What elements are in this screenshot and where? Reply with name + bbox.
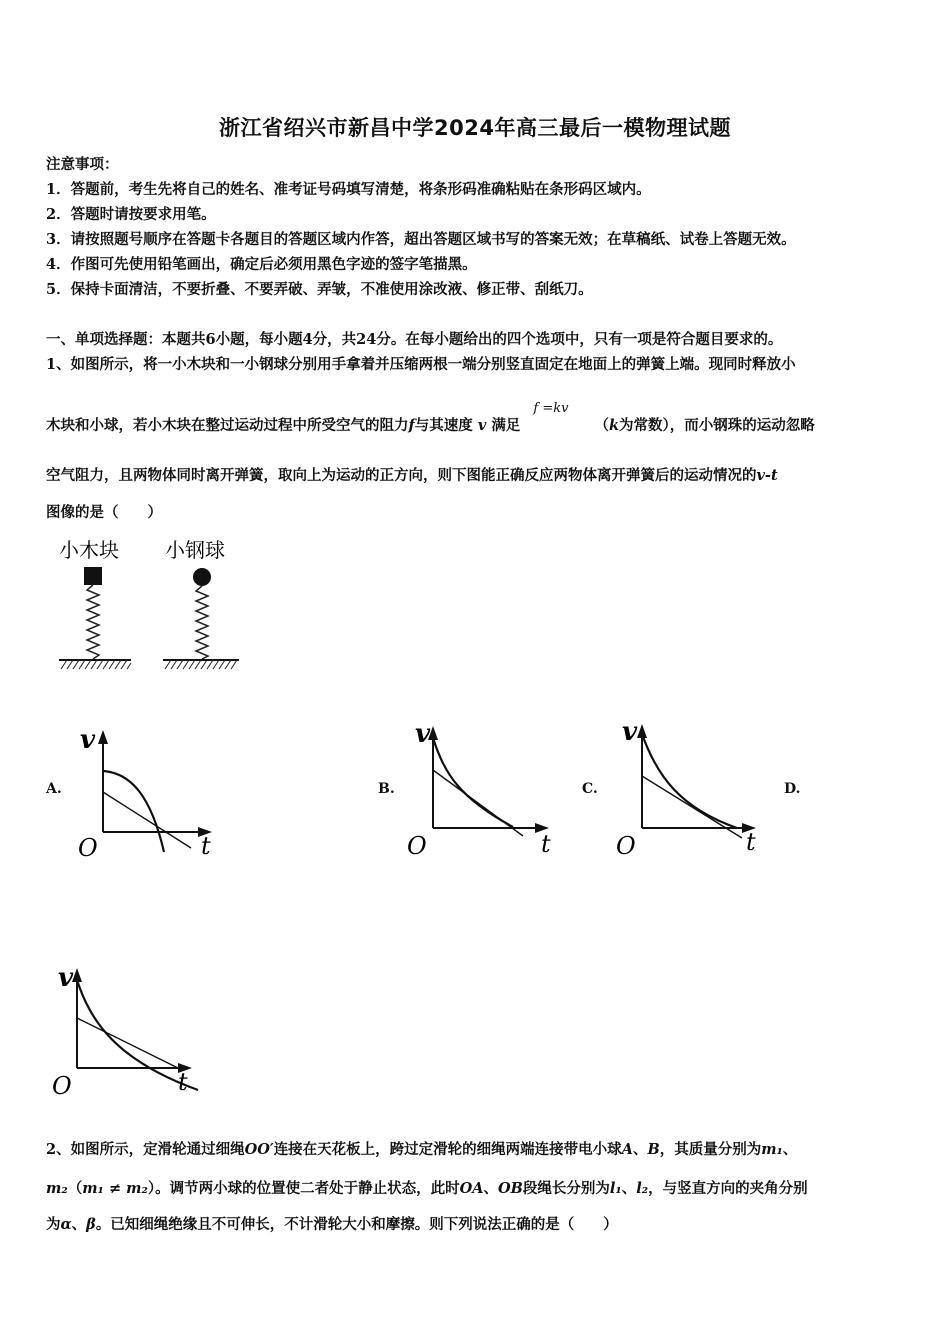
wood-block bbox=[84, 567, 102, 585]
graph-c[interactable] bbox=[612, 716, 762, 860]
q2-line3: 为α、β。已知细绳绝缘且不可伸长，不计滑轮大小和摩擦。则下列说法正确的是（ ） bbox=[46, 1216, 618, 1233]
section-heading: 一、单项选择题：本题共6小题，每小题4分，共24分。在每小题给出的四个选项中，只有一项是符合题目要求的。 bbox=[46, 331, 783, 348]
spring-right bbox=[196, 586, 208, 659]
line-ball bbox=[103, 792, 191, 848]
graph-b[interactable] bbox=[405, 720, 555, 860]
option-a-label[interactable]: A. bbox=[46, 781, 62, 797]
q1-line2: 木块和小球，若小木块在整过运动过程中所受空气的阻力f与其速度 v 满足 f =kv（k为常数），而小钢珠的运动忽略 bbox=[46, 401, 815, 434]
q1-line4: 图像的是（ ） bbox=[46, 504, 162, 521]
v-label: v bbox=[80, 725, 96, 755]
notice-item-2: 2．答题时请按要求用笔。 bbox=[46, 206, 216, 223]
option-b-label[interactable]: B. bbox=[378, 781, 395, 797]
ground-hatch-left bbox=[61, 660, 131, 669]
q1-line1: 1、如图所示，将一小木块和一小钢球分别用手拿着并压缩两根一端分别竖直固定在地面上的弹簧上端。现同时释放小 bbox=[46, 356, 796, 373]
formula-f-kv: f =kv bbox=[533, 401, 569, 416]
v-arrow bbox=[98, 730, 108, 744]
option-d-label[interactable]: D. bbox=[784, 781, 801, 797]
line-ball bbox=[77, 1018, 178, 1068]
v-label: v bbox=[622, 717, 638, 747]
q2-line2: m₂（m₁ ≠ m₂）。调节两小球的位置使二者处于静止状态，此时OA、OB段绳长分别为l₁、l₂，与竖直方向的夹角分别 bbox=[46, 1180, 808, 1197]
label-steel-ball: 小钢球 bbox=[165, 538, 225, 562]
notice-item-4: 4．作图可先使用铅笔画出，确定后必须用黑色字迹的签字笔描黑。 bbox=[46, 256, 477, 273]
t-label: t bbox=[746, 828, 756, 856]
origin-label: O bbox=[407, 832, 427, 860]
graph-a[interactable] bbox=[76, 724, 216, 860]
notice-item-1: 1．答题前，考生先将自己的姓名、准考证号码填写清楚，将条形码准确粘贴在条形码区域内。 bbox=[46, 181, 651, 198]
curve-wood bbox=[642, 734, 737, 828]
spring-left bbox=[87, 585, 99, 659]
notice-item-5: 5．保持卡面清洁，不要折叠、不要弄破、弄皱，不准使用涂改液、修正带、刮纸刀。 bbox=[46, 281, 593, 298]
page-title: 浙江省绍兴市新昌中学2024年高三最后一模物理试题 bbox=[219, 116, 731, 140]
option-c-label[interactable]: C. bbox=[582, 781, 598, 797]
q1-line3: 空气阻力，且两物体同时离开弹簧，取向上为运动的正方向，则下图能正确反应两物体离开弹簧后的运动情况的v-t bbox=[46, 467, 778, 484]
v-arrow bbox=[72, 968, 82, 982]
springs-figure bbox=[55, 535, 250, 675]
q2-line1: 2、如图所示，定滑轮通过细绳OO′连接在天花板上，跨过定滑轮的细绳两端连接带电小球A、B，其质量分别为m₁、 bbox=[46, 1141, 798, 1158]
notice-item-3: 3．请按照题号顺序在答题卡各题目的答题区域内作答，超出答题区域书写的答案无效；在草稿纸、试卷上答题无效。 bbox=[46, 231, 796, 248]
v-label: v bbox=[58, 963, 74, 993]
label-wood-block: 小木块 bbox=[59, 538, 119, 562]
t-label: t bbox=[201, 832, 211, 860]
ground-hatch-right bbox=[165, 660, 237, 669]
line-ball bbox=[433, 770, 523, 836]
v-label: v bbox=[415, 720, 431, 749]
graph-d[interactable] bbox=[50, 960, 200, 1100]
origin-label: O bbox=[616, 832, 636, 860]
t-label: t bbox=[178, 1068, 188, 1096]
t-label: t bbox=[541, 830, 551, 858]
curve-wood bbox=[433, 738, 513, 827]
steel-ball bbox=[193, 568, 211, 586]
origin-label: O bbox=[52, 1072, 72, 1100]
origin-label: O bbox=[78, 834, 98, 860]
notice-heading: 注意事项： bbox=[46, 156, 119, 173]
